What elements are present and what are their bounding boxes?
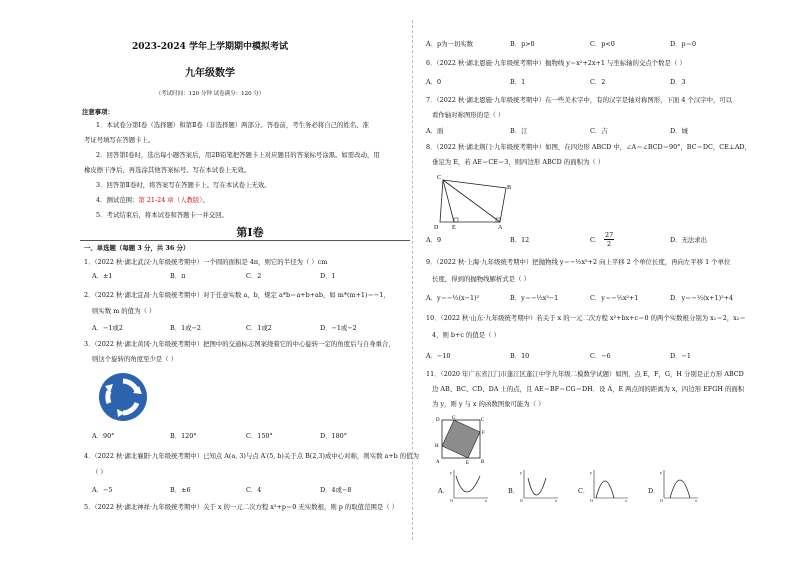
q6-opt-a: A．0 [426, 78, 442, 86]
q8-frac-den: 2 [607, 240, 612, 248]
q8-label-d: D [434, 225, 439, 230]
note-scope-tail: 。 [202, 196, 209, 204]
q7-stem-2: 看作轴对称图形的是（ ） [432, 111, 505, 119]
q11-graph-c [590, 468, 630, 502]
note-scope-value: 第 21-24 章（人教版） [138, 196, 203, 204]
q1-stem: 1．（2022 秋·湖北武汉·九年级统考期中）一个圆的面积是 4π，则它的半径为（ ）cm [84, 258, 328, 266]
note-line-7: 5．考试结束后，将本试卷和答题卡一并交回。 [96, 211, 228, 219]
q6-opt-b: B．1 [510, 78, 526, 86]
q5-opt-b: B．p>0 [510, 40, 535, 48]
q10-opt-a: A．−10 [426, 352, 451, 360]
q11-graph-b-x: x [555, 498, 557, 502]
q7-opt-a: A．面 [426, 127, 444, 135]
note-line-1: 1．本试卷分第Ⅰ卷（选择题）和第Ⅱ卷（非选择题）两部分。答卷前，考生务必将自己的姓名、准 [96, 121, 369, 129]
q2-stem: 2．（2022 秋·湖北宜昌·九年级统考期中）对于任意实数 a，b，规定 a*b＝a+b+ab，如 m*(m+1)＝−1， [84, 291, 390, 299]
q9-stem-2: 长度，得到的抛物线解析式是（ ） [432, 275, 530, 283]
q8-opt-b: B．12 [510, 236, 530, 244]
q10-stem-2: 4，则 b+c 的值是（ ） [432, 331, 500, 339]
q3-stem: 3．（2022 秋·湖北黄冈·九年级统考期中）把图中的交通标志图案绕着它的中心旋转一定的角度后与自身重合， [84, 340, 395, 348]
q11-graph-a-o: O [450, 498, 453, 502]
q2-opt-b: B．1或−2 [170, 324, 201, 332]
q11-graph-b-y: y [520, 470, 522, 475]
q1-opt-c: C．2 [246, 272, 262, 280]
q11-label-f: F [482, 431, 485, 436]
q11-graph-d-o: O [660, 498, 663, 502]
q5-opt-d: D．p＝0 [670, 40, 697, 48]
q8-label-c: C [437, 175, 442, 181]
note-scope-label: 4．测试范围： [96, 196, 139, 204]
q8-quadrilateral-figure [434, 172, 514, 230]
exam-title: 2023-2024 学年上学期期中模拟考试 [132, 42, 288, 52]
exam-subject: 九年级数学 [185, 68, 235, 79]
q2-opt-d: D．−1或−2 [320, 324, 357, 332]
q4-opt-a: A．−5 [92, 486, 113, 494]
q3-opt-b: B．120° [170, 432, 197, 440]
q11-graph-c-o: O [590, 498, 593, 502]
q11-stem-2: 边 AB、BC、CD、DA 上的点，且 AE＝BF＝CG＝DH．设 A，E 两点间的距离为 x，四边形 EFGH 的面积 [432, 385, 745, 393]
q8-stem-2: 垂足为 E，若 AE＝CE＝3，则四边形 ABCD 的面积为（ ） [432, 158, 605, 166]
q3-opt-d: D．180° [320, 432, 347, 440]
q4-opt-d: D．4或−8 [320, 486, 352, 494]
q11-stem: 11．（2020 年广东省江门市蓬江区蓬江中学九年级二模数学试题）如图，点 E，F，G，H 分别是正方形 ABCD [426, 370, 744, 378]
q11-square-figure [434, 414, 488, 464]
q10-opt-d: D．−1 [670, 352, 691, 360]
q1-opt-a: A．±1 [92, 272, 113, 280]
q11-label-a: A [436, 460, 440, 464]
q8-frac-num: 27 [605, 231, 614, 239]
section-title: 第Ⅰ卷 [236, 226, 264, 239]
q2-opt-a: A．−1或2 [92, 324, 123, 332]
q8-opt-c: C． [590, 236, 602, 244]
q11-label-c: C [481, 418, 485, 423]
q6-opt-c: C．2 [590, 78, 606, 86]
q4-stem: 4．（2022 秋·湖北襄阳·九年级统考期中）已知点 A(a, 3)与点 A′(5, b)关于点 B(2,3)成中心对称，则实数 a+b 的值为 [84, 452, 419, 460]
q3-opt-c: C．150° [246, 432, 273, 440]
q4-stem-2: （ ） [92, 468, 107, 476]
exam-meta: （考试时间：120 分钟 试卷满分：120 分） [155, 91, 265, 97]
q7-stem: 7．（2022 秋·湖北恩施·九年级统考期中）在一些美术字中，有的汉字是轴对称图形，下面 4 个汉字中，可以 [426, 96, 733, 104]
q9-opt-d: D．y＝−½(x+1)²+4 [670, 294, 734, 302]
note-line-5: 3．回答第Ⅱ卷时，将答案写在答题卡上。写在本试卷上无效。 [96, 181, 271, 189]
q11-graph-b-o: O [520, 498, 523, 502]
q1-opt-d: D．1 [320, 272, 336, 280]
q3-opt-a: A．90° [92, 432, 115, 440]
q11-label-d: D [436, 418, 440, 423]
q7-opt-d: D．城 [670, 127, 688, 135]
q7-opt-b: B．江 [510, 127, 528, 135]
q6-stem: 6．（2022 秋·湖北恩施·九年级统考期中）抛物线 y＝x²+2x+1 与坐标轴的交点个数是（ ） [426, 59, 686, 67]
q8-label-a: A [498, 225, 503, 230]
q11-label-e: E [466, 461, 470, 464]
traffic-roundabout-sign-icon [98, 372, 148, 422]
q11-graph-c-y: y [590, 470, 592, 475]
q8-opt-c-fraction [604, 231, 614, 248]
q11-graph-d-x: x [695, 498, 697, 502]
q11-label-h: H [435, 444, 439, 449]
q9-opt-a: A．y＝−½(x−1)² [426, 294, 480, 302]
q1-opt-b: B．π [170, 272, 186, 280]
q3-stem-2: 则这个旋转的角度至少是（ ） [92, 355, 178, 363]
q11-graph-a-y: y [450, 470, 452, 475]
notes-heading: 注意事项： [82, 108, 114, 116]
q9-opt-b: B．y＝−½x²−1 [510, 294, 559, 302]
note-line-4: 橡皮擦干净后，再选涂其他答案标号。写在本试卷上无效。 [84, 166, 251, 174]
note-line-3: 2．回答第Ⅰ卷时，选出每小题答案后，用2B铅笔把答题卡上对应题目的答案标号涂黑。如需改动，用 [96, 151, 380, 159]
q10-opt-c: C．−6 [590, 352, 611, 360]
note-line-2: 考证号填写在答题卡上。 [84, 136, 155, 144]
q5-stem: 5．（2022 秋·湖北神祥·九年级统考期中）关于 x 的一元二次方程 x²+p＝0 无实数根，则 p 的取值范围是（ ） [84, 503, 399, 511]
q11-opt-c: C． [578, 487, 590, 495]
q10-opt-b: B．10 [510, 352, 530, 360]
q11-label-b: B [481, 460, 485, 464]
q7-opt-c: C．吉 [590, 127, 608, 135]
q4-opt-c: C．4 [246, 486, 262, 494]
q11-label-g: G [452, 416, 456, 421]
q10-stem: 10．（2022 秋·山东·九年级统考期中）若关于 x 的一元二次方程 x²+bx+c＝0 的两个实数根分别为 x₁＝2，x₂＝ [426, 314, 746, 322]
q4-opt-b: B．±6 [170, 486, 191, 494]
q5-opt-a: A．p为一切实数 [426, 40, 474, 48]
right-column [412, 0, 794, 562]
section-rule [80, 240, 410, 241]
q8-label-b: B [507, 185, 512, 191]
q11-opt-d: D． [648, 487, 660, 495]
q9-stem: 9．（2022 秋·上海·九年级统考期中）把抛物线 y＝−½x²+2 向上平移 2 个单位长度，再向左平移 1 个单位 [426, 258, 731, 266]
q11-opt-b: B． [508, 487, 520, 495]
q11-stem-3: 为 y，则 y 与 x 的函数图象可能为（ ） [432, 400, 545, 408]
q8-opt-a: A．9 [426, 236, 442, 244]
q2-stem-2: 则实数 m 的值为（ ） [92, 307, 156, 315]
q8-opt-d: D．无法求出 [670, 236, 708, 244]
q5-opt-c: C．p<0 [590, 40, 615, 48]
q11-graph-a-x: x [485, 498, 487, 502]
q2-opt-c: C．1或2 [246, 324, 272, 332]
q11-graph-d [660, 468, 700, 502]
single-choice-heading: 一、单选题（每题 3 分，共 36 分） [84, 244, 190, 252]
q11-graph-b [520, 468, 560, 502]
q11-graph-d-y: y [660, 470, 662, 475]
q8-label-e: E [452, 225, 456, 230]
q6-opt-d: D．3 [670, 78, 686, 86]
q9-opt-c: C．y＝−½x²+1 [590, 294, 639, 302]
q11-graph-c-x: x [625, 498, 627, 502]
note-line-6 [96, 196, 209, 205]
q11-opt-a: A． [438, 487, 450, 495]
q11-graph-a [450, 468, 490, 502]
q8-stem: 8．（2022 秋·湖北荆门·九年级统考期中）如图，在四边形 ABCD 中，∠A＝∠BCD＝90°，BC＝DC，CE⊥AD， [426, 143, 751, 151]
